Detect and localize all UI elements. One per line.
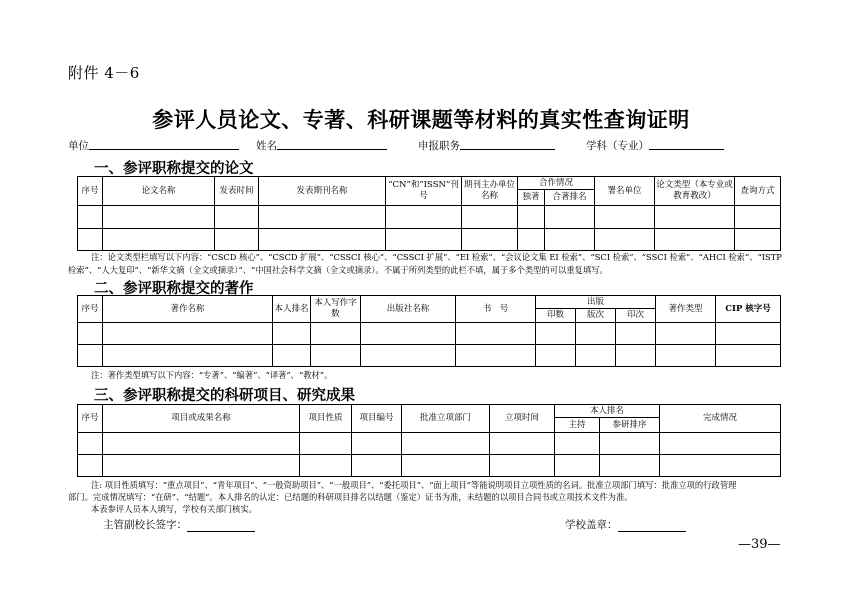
col-isbn: 书 号 — [456, 296, 536, 323]
col-paper-type: 论文类型（本专业或教育教改） — [655, 177, 735, 206]
col-coauthor-rank: 合著排名 — [545, 190, 595, 206]
section1-note-line1: 注：论文类型栏填写以下内容：“CSCD 核心”、“CSCD 扩展”、“CSSCI 核心”、“CSSCI 扩展”、“EI 检索”、“会议论文集 EI 检索”、“SCI 检索”、“SSCI 检索”、“AHCI 检索”、“ISTP — [91, 252, 782, 262]
attachment-label: 附件 4－6 — [68, 64, 140, 82]
col-completion: 完成情况 — [660, 405, 781, 433]
col-participant-order: 参研排序 — [600, 418, 660, 433]
position-field[interactable] — [418, 138, 460, 153]
unit-label: 单位 — [68, 140, 89, 152]
table-row[interactable] — [78, 323, 781, 345]
school-seal-label: 学校盖章： — [565, 519, 618, 531]
section3-note-line1: 注: 项目性质填写：“重点项目”、“青年项目”、“一般资助项目”、“一般项目”、“委托项目”、“面上项目”等能说明项目立项性质的名词。批准立项部门填写：批准立项的行政管理 — [91, 480, 737, 490]
col-own-rank: 本人排名 — [273, 296, 311, 323]
col-index: 序号 — [78, 296, 103, 323]
section1-heading: 一、参评职称提交的论文 — [94, 161, 254, 177]
name-field[interactable] — [256, 138, 277, 153]
col-affiliation: 署名单位 — [595, 177, 655, 206]
vice-president-signature-label: 主管副校长签字： — [103, 519, 187, 531]
col-cip-number: CIP 核字号 — [716, 296, 781, 323]
table-row[interactable] — [78, 229, 781, 251]
position-label: 申报职务 — [418, 140, 460, 152]
col-book-name: 著作名称 — [103, 296, 273, 323]
section3-note-line3: 本表参评人员本人填写，学校有关部门核实。 — [91, 504, 257, 514]
books-table — [77, 295, 781, 367]
col-approval-time: 立项时间 — [490, 405, 555, 433]
subject-label: 学科（专业） — [586, 140, 649, 152]
table-row[interactable] — [78, 433, 781, 455]
section1-note-line2: 检索”、“人大复印”、“新华文摘（全文或摘录）”、“中国社会科学文摘（全文或摘录）。不属于所列类型的此栏不填，属于多个类型的可以重复填写。 — [68, 265, 608, 275]
projects-table — [77, 404, 781, 477]
name-label: 姓名 — [256, 140, 277, 152]
section2-note: 注：著作类型填写以下内容：“专著”、“编著”、“译著”、“教材”。 — [91, 370, 333, 380]
col-index: 序号 — [78, 177, 103, 206]
col-host: 主持 — [555, 418, 600, 433]
col-query-method: 查询方式 — [735, 177, 781, 206]
unit-field[interactable] — [68, 138, 89, 153]
school-seal[interactable] — [565, 517, 686, 532]
col-project-name: 项目或成果名称 — [103, 405, 300, 433]
col-print-count: 印数 — [536, 309, 576, 323]
subject-field[interactable] — [586, 138, 649, 153]
col-publish-time: 发表时间 — [215, 177, 259, 206]
col-project-number: 项目编号 — [352, 405, 402, 433]
section3-note-line2: 部门。完成情况填写：“在研”、“结题”。本人排名的认定：已结题的科研项目排名以结题（鉴定）证书为准，未结题的以项目合同书或立项技术文件为准。 — [68, 492, 633, 502]
col-sole-author: 独著 — [518, 190, 545, 206]
col-cn-issn: “CN”和“ISSN”刊号 — [386, 177, 462, 206]
col-journal-sponsor: 期刊主办单位名称 — [462, 177, 518, 206]
table-row[interactable] — [78, 345, 781, 367]
col-approving-dept: 批准立项部门 — [402, 405, 490, 433]
col-publication: 出版 — [536, 296, 656, 309]
col-project-nature: 项目性质 — [300, 405, 352, 433]
table-row[interactable] — [78, 206, 781, 229]
applicant-info-row — [68, 138, 768, 152]
col-publisher: 出版社名称 — [361, 296, 456, 323]
col-impression: 印次 — [616, 309, 656, 323]
papers-table — [77, 176, 781, 251]
vice-president-signature[interactable] — [103, 517, 255, 532]
page-number: —39— — [738, 537, 781, 552]
section2-heading: 二、参评职称提交的著作 — [94, 281, 254, 297]
col-word-count: 本人写作字 数 — [311, 296, 361, 323]
col-paper-name: 论文名称 — [103, 177, 215, 206]
col-journal-name: 发表期刊名称 — [259, 177, 386, 206]
col-own-rank: 本人排名 — [555, 405, 660, 418]
document-title: 参评人员论文、专著、科研课题等材料的真实性查询证明 — [152, 107, 690, 132]
col-edition: 版次 — [576, 309, 616, 323]
col-cooperation: 合作情况 — [518, 177, 595, 190]
col-book-type: 著作类型 — [656, 296, 716, 323]
col-index: 序号 — [78, 405, 103, 433]
section3-heading: 三、参评职称提交的科研项目、研究成果 — [94, 388, 355, 404]
table-row[interactable] — [78, 455, 781, 477]
